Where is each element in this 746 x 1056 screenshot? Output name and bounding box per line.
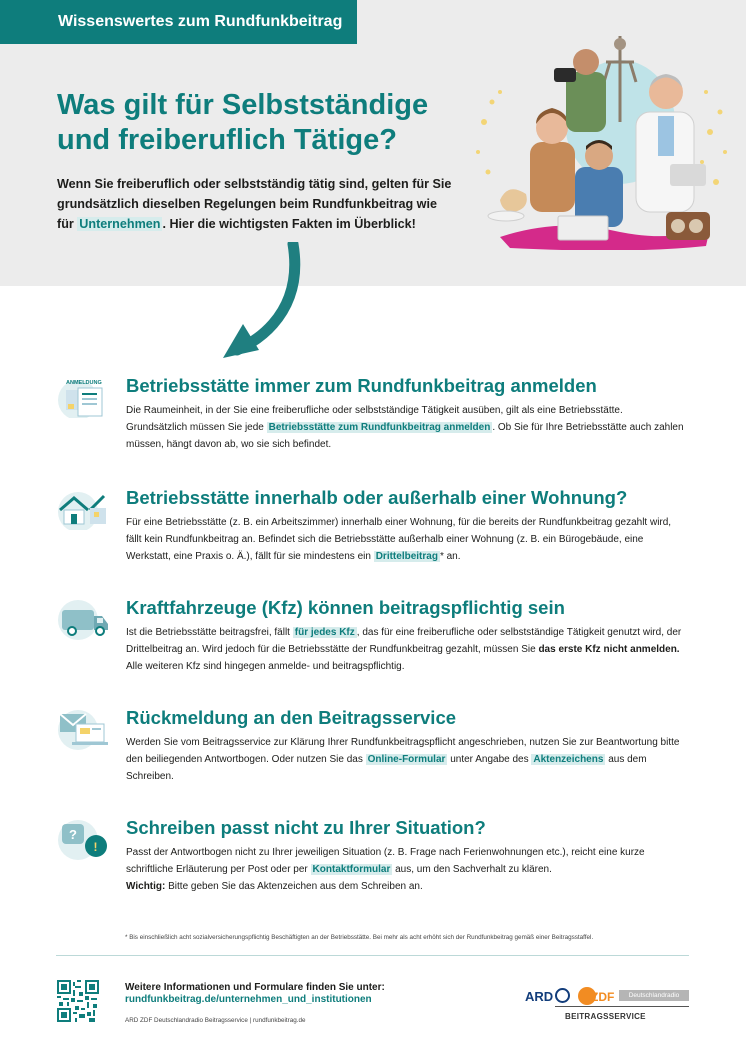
more-info xyxy=(125,982,445,1006)
intro-part-1: Wenn Sie freiberuflich oder selbstständig tätig sind, gelten für Sie grundsätzlich dieselben Regelungen beim Rundfunkbeitrag wie für xyxy=(57,177,452,231)
title-line-2: und freiberuflich Tätige? xyxy=(57,124,397,156)
registration-icon-label: ANMELDUNG xyxy=(66,380,102,386)
ard-logo-text: ARD xyxy=(525,989,554,1004)
bold-text: Wichtig: xyxy=(126,881,166,892)
body-text: aus dem Schreiben. xyxy=(126,754,647,782)
qr-code-icon[interactable] xyxy=(57,980,99,1022)
section-body xyxy=(126,624,686,675)
body-text: unter Angabe des xyxy=(447,754,532,765)
title-line-1: Was gilt für Selbstständige xyxy=(57,89,429,121)
section-response xyxy=(56,706,696,786)
intro-text xyxy=(57,174,457,234)
footnote: * Bis einschließlich acht sozialversicherungspflichtig Beschäftigten an der Betriebsstätte. Bei mehr als acht erhöht sich der Rundfunkbeitrag gemäß einer Beitragsstaffel. xyxy=(125,934,594,941)
category-tag: Wissenswertes zum Rundfunkbeitrag xyxy=(0,0,357,44)
section-registration xyxy=(56,374,696,454)
body-text: . Ob Sie für Ihre Betriebsstätte auch zahlen müssen, hängt davon ab, wo sie sich befindet. xyxy=(126,422,684,450)
page-title xyxy=(57,88,477,158)
more-info-url-link[interactable]: rundfunkbeitrag.de/unternehmen_und_institutionen xyxy=(125,994,372,1005)
beitragsservice-logo: BEITRAGSSERVICE xyxy=(565,1012,646,1021)
registration-form-icon xyxy=(56,374,112,418)
section-title: Betriebsstätte innerhalb oder außerhalb einer Wohnung? xyxy=(126,487,628,508)
body-text: Alle weiteren Kfz sind hingegen anmelde- und beitragspflichtig. xyxy=(126,661,405,672)
section-body xyxy=(126,844,686,895)
logo-divider xyxy=(555,1006,689,1007)
body-text: aus, um den Sachverhalt zu klären. xyxy=(392,864,552,875)
online-form-link[interactable]: Online-Formular xyxy=(367,754,446,765)
zdf-logo xyxy=(577,986,619,1006)
van-icon xyxy=(56,596,112,640)
arrow-down-icon xyxy=(215,242,305,364)
body-text: Für eine Betriebsstätte (z. B. ein Arbeitszimmer) innerhalb einer Wohnung, für die bereits der Rundfunkbeitrag gezahlt wird, fällt kein Rundfunkbeitrag an. Befindet sich die Betriebsstätte außerhalb einer Wohnung (z. B. ein Bürogebäude, eine Werkstatt, eine Praxis o. Ä.), fällt für sie mindestens ein xyxy=(126,517,672,562)
footer-small-print: ARD ZDF Deutschlandradio Beitragsservice | rundfunkbeitrag.de xyxy=(125,1017,306,1024)
register-premises-link[interactable]: Betriebsstätte zum Rundfunkbeitrag anmelden xyxy=(268,422,491,433)
svg-text:!: ! xyxy=(93,840,98,854)
section-title: Kraftfahrzeuge (Kfz) können beitragspflichtig sein xyxy=(126,597,565,618)
section-letter-mismatch xyxy=(56,816,696,906)
every-vehicle-link[interactable]: für jedes Kfz xyxy=(294,627,355,638)
unternehmen-link[interactable]: Unternehmen xyxy=(79,217,161,231)
body-text: Werden Sie vom Beitragsservice zur Klärung Ihrer Rundfunkbeitragspflicht angeschrieben, nutzen Sie zur Beantwortung bitte den beiliegenden Antwortbogen. Oder nutzen Sie das xyxy=(126,737,680,765)
more-info-label: Weitere Informationen und Formulare finden Sie unter: xyxy=(125,982,385,993)
deutschlandradio-logo: Deutschlandradio xyxy=(619,990,689,1001)
section-title: Betriebsstätte immer zum Rundfunkbeitrag anmelden xyxy=(126,375,597,396)
footer-divider xyxy=(56,955,689,956)
question-speech-icon xyxy=(56,816,112,860)
section-body xyxy=(126,734,686,785)
section-title: Schreiben passt nicht zu Ihrer Situation? xyxy=(126,817,486,838)
section-title: Rückmeldung an den Beitragsservice xyxy=(126,707,457,728)
svg-text:?: ? xyxy=(69,827,77,842)
section-body xyxy=(126,402,686,453)
hero-people-collage xyxy=(470,32,732,250)
body-text: Passt der Antwortbogen nicht zu Ihrer jeweiligen Situation (z. B. Frage nach Ferienwohnungen etc.), reicht eine kurze schriftliche Erläuterung per Post oder per xyxy=(126,847,645,875)
body-text: * an. xyxy=(439,551,461,562)
section-premises-location xyxy=(56,486,696,576)
zdf-logo-text: ZDF xyxy=(591,990,615,1004)
ard-logo xyxy=(525,988,570,1004)
section-vehicles xyxy=(56,596,696,676)
contact-form-link[interactable]: Kontaktformular xyxy=(312,864,391,875)
body-text: , das für eine freiberufliche oder selbstständige Tätigkeit genutzt wird, der Drittelbeitrag an. Wird jedoch für die Betriebsstätte der Rundfunkbeitrag gezahlt, müssen Sie xyxy=(126,627,682,655)
body-text: Die Raumeinheit, in der Sie eine freiberufliche oder selbstständige Tätigkeit ausüben, gilt als eine Betriebsstätte. Grundsätzlich müssen Sie jede xyxy=(126,405,623,433)
body-text: Ist die Betriebsstätte beitragsfrei, fällt xyxy=(126,627,293,638)
bold-text: das erste Kfz nicht anmelden. xyxy=(538,644,680,655)
body-text: Bitte geben Sie das Aktenzeichen aus dem Schreiben an. xyxy=(165,881,423,892)
broadcaster-logos xyxy=(525,984,691,1024)
house-office-icon xyxy=(56,486,112,530)
intro-part-2: . Hier die wichtigsten Fakten im Überblick! xyxy=(162,217,416,231)
file-number-link[interactable]: Aktenzeichens xyxy=(533,754,604,765)
mail-laptop-icon xyxy=(56,706,112,750)
drittelbeitrag-link[interactable]: Drittelbeitrag xyxy=(375,551,438,562)
section-body xyxy=(126,514,686,565)
